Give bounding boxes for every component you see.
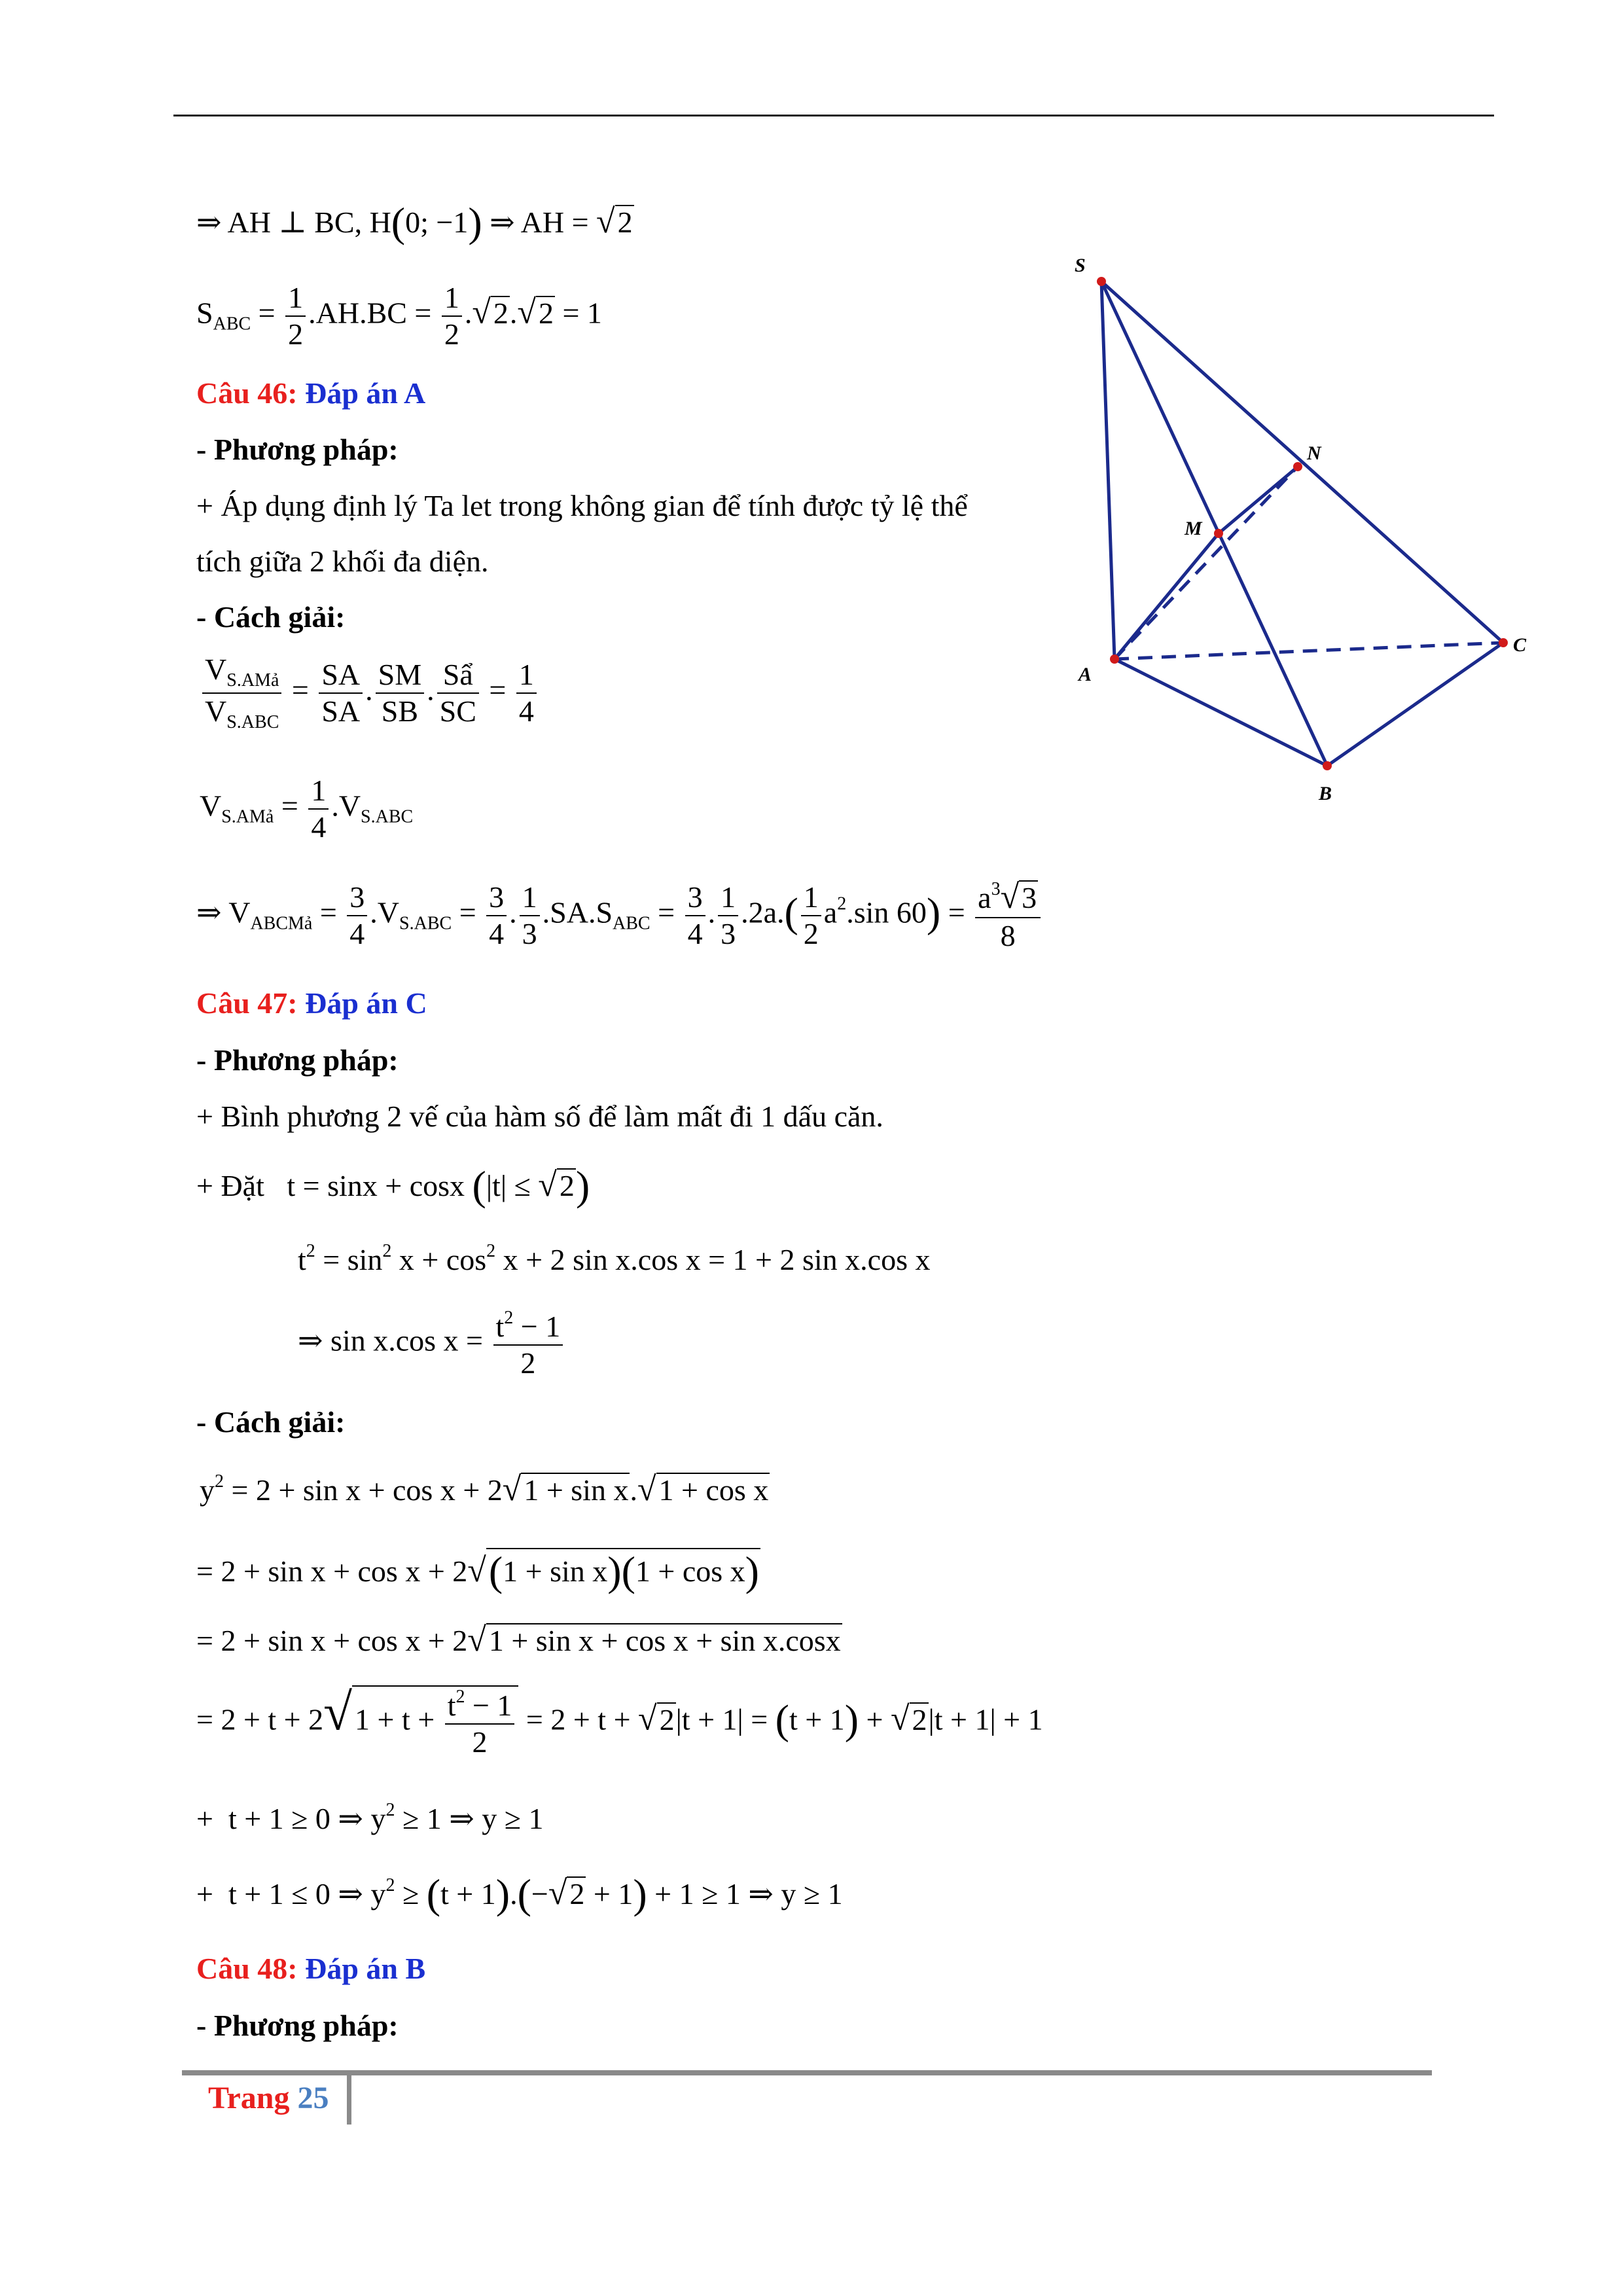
label-c: C (1513, 634, 1527, 656)
footer-rule (182, 2070, 1432, 2075)
label-m: M (1185, 518, 1202, 539)
q48-answer: Đáp án B (305, 1952, 426, 1985)
edge-ac-hidden (1115, 643, 1503, 659)
label-n: N (1307, 442, 1321, 464)
point-a (1110, 655, 1119, 664)
footer-label: Trang (208, 2081, 290, 2115)
edge-an-hidden (1115, 467, 1298, 659)
q47-solution-title: - Cách giải: (196, 1405, 346, 1439)
page-footer (208, 2080, 329, 2116)
q47-step-2: = 2 + sin x + cos x + 2√(1 + sin x)(1 + cos x) (196, 1548, 759, 1594)
point-s (1097, 277, 1106, 286)
point-n (1293, 462, 1302, 471)
edge-sa (1101, 281, 1115, 659)
q46-final-eq: ⇒ $V_{ABCMả}$ = $\frac{3}{4}$ $.V_{S.ABC}$ = $\frac{3}{4}$ . $\frac{1}{3}$ $.SA.S_{ABC}$ = $\frac{3}{4}$ . $\frac{1}{3}$ .2a.( $\frac{1}{2}$ $a^2.\sin$ 60) = $\frac{a^3√3}{8}$ (196, 880, 1043, 951)
edge-am (1115, 533, 1219, 659)
edge-bc (1327, 643, 1503, 766)
label-a: A (1079, 664, 1092, 685)
q47-set-label: + Đặt (196, 1169, 264, 1202)
q46-answer: Đáp án A (305, 376, 426, 410)
label-s: S (1075, 255, 1086, 276)
q47-heading (196, 988, 427, 1018)
point-m (1214, 529, 1223, 538)
q47-label: Câu 47: (196, 986, 298, 1020)
q45-ah-line: ⇒ AH ⊥ BC, H(0; −1) ⇒ AH = √2 (196, 199, 633, 245)
q47-method-title: - Phương pháp: (196, 1043, 399, 1077)
edge-ab (1115, 659, 1327, 766)
header-rule (173, 115, 1494, 117)
edge-sb (1101, 281, 1327, 766)
point-b (1323, 761, 1332, 770)
edge-sc (1101, 281, 1503, 643)
q46-method-title: - Phương pháp: (196, 433, 399, 466)
q45-area-line: $S_{ABC}$ = $\frac{1}{2}$ .AH.BC = $\frac{1}{2}$ .√2.√2 = 1 (196, 281, 602, 351)
label-b: B (1319, 783, 1332, 804)
q46-volume-eq: $V_{S.AMả}$ = $\frac{1}{4}$ $.V_{S.ABC}$ (200, 774, 414, 844)
q47-case-2: + t + 1 ≤ 0 ⇒ $y^2 \ge (t + 1).(-√2 + 1) + 1 \ge 1$ ⇒ y ≥ 1 (196, 1871, 843, 1917)
q46-heading (196, 378, 425, 408)
q48-label: Câu 48: (196, 1952, 298, 1985)
edge-mn (1219, 467, 1298, 533)
q47-method-text: + Bình phương 2 vế của hàm số để làm mất đi 1 dấu căn. (196, 1100, 883, 1133)
footer-divider (347, 2073, 351, 2125)
q48-method-title: - Phương pháp: (196, 2009, 399, 2042)
point-c (1499, 638, 1508, 647)
q46-label: Câu 46: (196, 376, 298, 410)
q47-sinxcosx: ⇒ sin x.cos x = $\frac{t^2 - 1}{2}$ (298, 1309, 565, 1378)
q47-substitution: + Đặt t = sinx + cosx (|t| ≤ √2) (196, 1162, 590, 1209)
q47-step-1: $y^2 = 2 + \sin x + \cos x + 2√1 + \sin x.√1 + \cos x$ (200, 1471, 769, 1508)
q47-step-4: = 2 + t + 2√1 + t + $\frac{t^2 - 1}{2}$ = 2 + t + √2|t + 1| = (t + 1) + √2|t + 1| + 1 (196, 1683, 1043, 1759)
q46-ratio-eq: $\frac{V_{S.AMả}}{V_{S.ABC}}$ = $\frac{SA}{SA}$ . $\frac{SM}{SB}$ . $\frac{\text{Sẩ}}{SC}$ = $\frac{1}{4}$ (200, 655, 539, 732)
q47-t-squared: $t^2 = \sin^2 x + \cos^2 x + 2$ sin x.cos x = 1 + 2 sin x.cos x (298, 1241, 931, 1276)
q47-case-1: + t + 1 ≥ 0 ⇒ $y^2 \ge 1$ ⇒ y ≥ 1 (196, 1800, 544, 1835)
q46-method-text-1: + Áp dụng định lý Ta let trong không gian để tính được tỷ lệ thể (196, 489, 968, 522)
page-number: 25 (297, 2081, 329, 2115)
q46-method-text-2: tích giữa 2 khối đa diện. (196, 545, 489, 578)
q46-solution-title: - Cách giải: (196, 600, 346, 634)
q47-step-3: = 2 + sin x + cos x + 2√1 + sin x + cos x + sin x.cosx (196, 1621, 841, 1659)
q47-answer: Đáp án C (305, 986, 427, 1020)
pyramid-figure (1047, 236, 1571, 825)
q48-heading (196, 1954, 425, 1984)
